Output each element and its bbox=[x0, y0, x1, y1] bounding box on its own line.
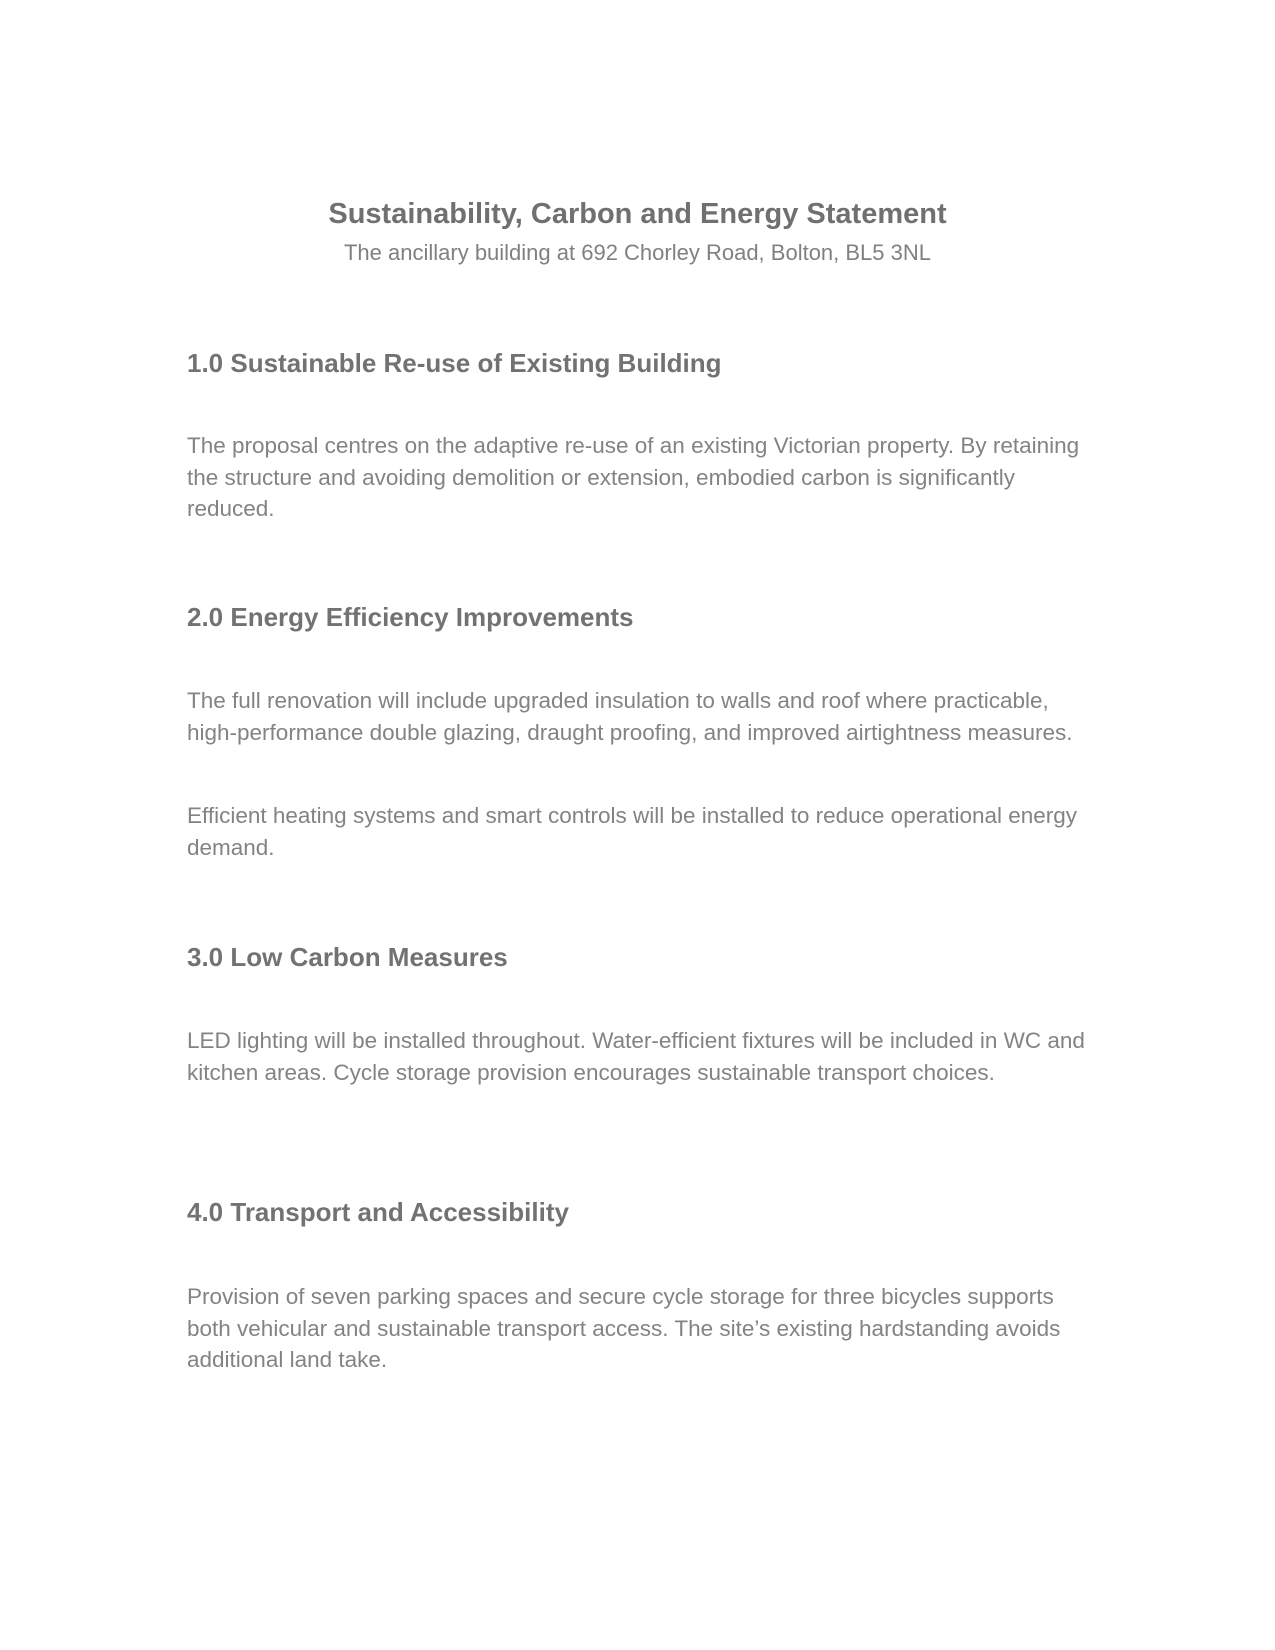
document-subtitle: The ancillary building at 692 Chorley Road, Bolton, BL5 3NL bbox=[343, 240, 932, 265]
section-1-paragraph: The proposal centres on the adaptive re-use of an existing Victorian property. By retaining the structure and avoiding demolition or extension, embodied carbon is significantly reduced. bbox=[187, 433, 1080, 521]
section-2-paragraph-1: The full renovation will include upgraded insulation to walls and roof where practicable, high-performance double glazing, draught proofing, and improved airtightness measures. bbox=[187, 688, 1073, 745]
document-title: Sustainability, Carbon and Energy Statement bbox=[328, 198, 947, 230]
section-2-heading: 2.0 Energy Efficiency Improvements bbox=[187, 602, 634, 632]
section-1-heading: 1.0 Sustainable Re-use of Existing Building bbox=[187, 348, 722, 378]
section-3-heading: 3.0 Low Carbon Measures bbox=[187, 942, 508, 972]
section-2-paragraph-2: Efficient heating systems and smart controls will be installed to reduce operational energy demand. bbox=[187, 803, 1078, 860]
section-3-paragraph: LED lighting will be installed throughout. Water-efficient fixtures will be included in WC and kitchen areas. Cycle storage provision encourages sustainable transport choices. bbox=[187, 1028, 1085, 1085]
section-4-heading: 4.0 Transport and Accessibility bbox=[187, 1197, 569, 1227]
section-4-paragraph: Provision of seven parking spaces and secure cycle storage for three bicycles supports both vehicular and sustainable transport access. The site’s existing hardstanding avoids additional land take. bbox=[187, 1284, 1061, 1372]
